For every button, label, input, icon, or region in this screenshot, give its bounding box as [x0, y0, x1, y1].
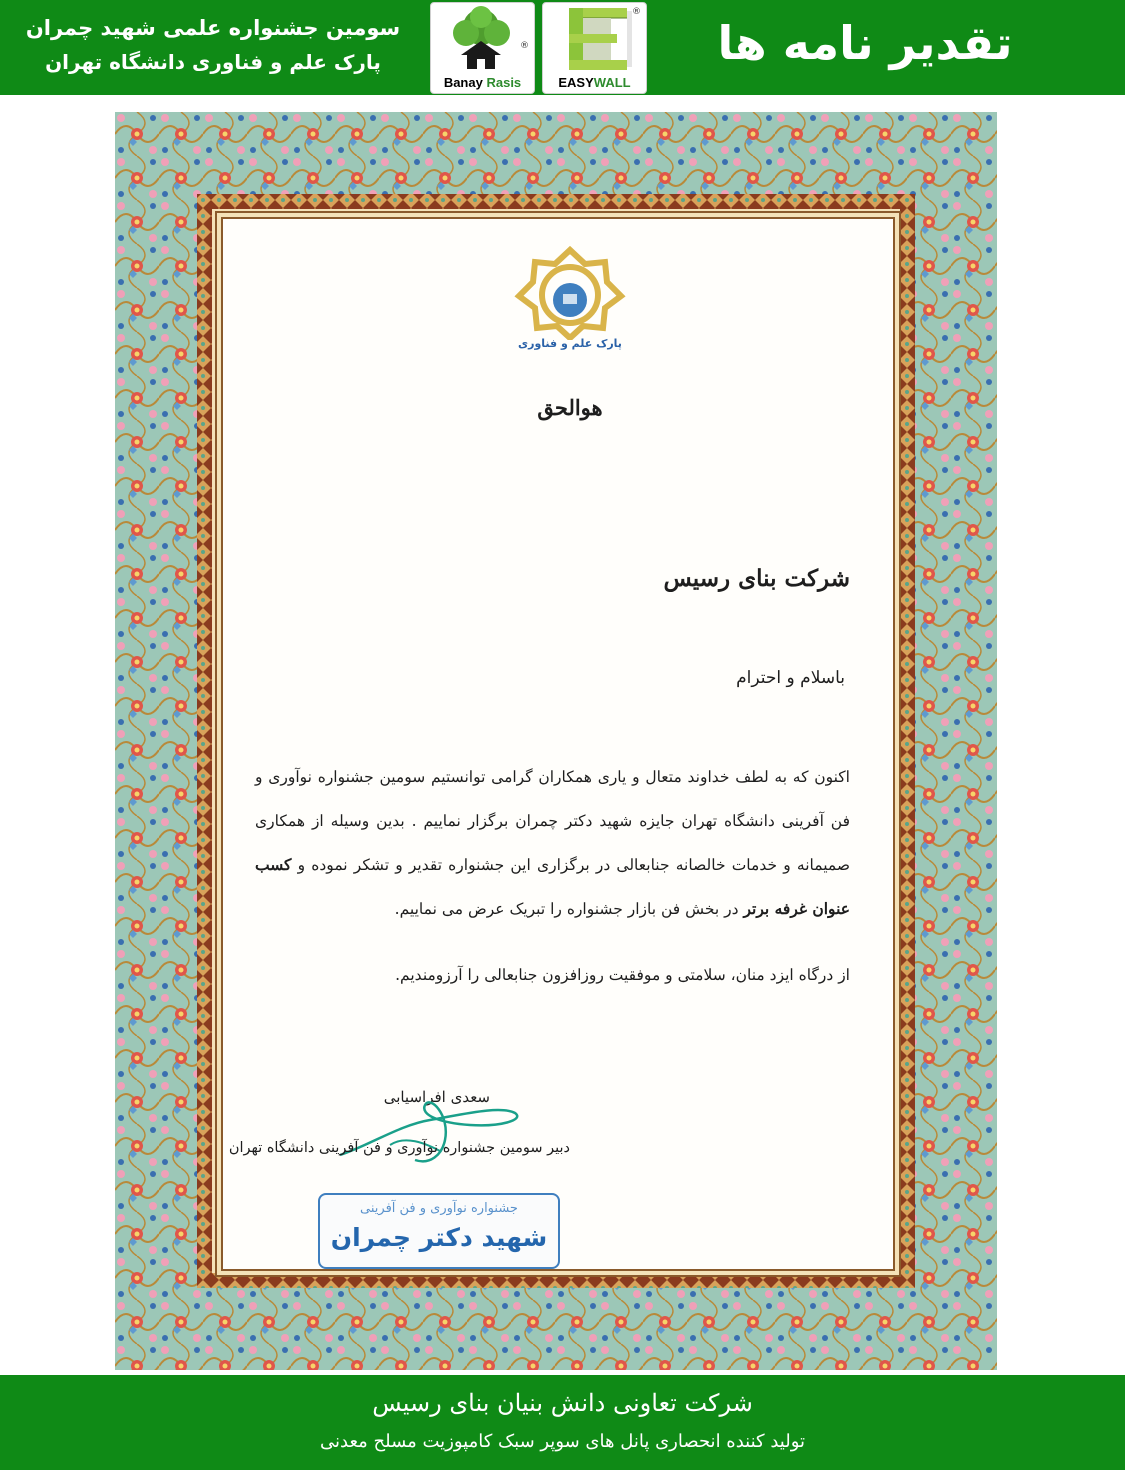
stamp-line-1: جشنواره نوآوری و فن آفرینی [360, 1201, 518, 1216]
recipient-name: شرکت بنای رسیس [663, 565, 850, 592]
festival-line-2: پارک علم و فناوری دانشگاه تهران [45, 50, 381, 74]
registered-mark: ® [632, 7, 641, 17]
company-tagline: تولید کننده انحصاری پانل های سوپر سبک کامپوزیت مسلح معدنی [320, 1431, 805, 1452]
page-title: تقدیر نامه ها [717, 16, 1013, 70]
easywall-caption [543, 75, 646, 90]
registered-mark: ® [520, 41, 529, 51]
body-text-highlight: کسب عنوان غرفه برتر [255, 855, 850, 918]
easywall-e-icon [543, 3, 646, 75]
easywall-logo [542, 2, 647, 94]
science-park-logo-icon [505, 240, 635, 340]
festival-line-1: سومین جشنواره علمی شهید چمران [25, 16, 401, 40]
banay-rasis-logo [430, 2, 535, 94]
official-stamp [318, 1193, 560, 1269]
body-text-end: در بخش فن بازار جشنواره را تبریک عرض می نماییم. [394, 900, 739, 918]
closing-line: از درگاه ایزد منان، سلامتی و موفقیت روزافزون جنابعالی را آرزومندیم. [395, 966, 850, 984]
company-name: شرکت تعاونی دانش بنیان بنای رسیس [372, 1389, 753, 1417]
logo-word-wall: WALL [593, 75, 631, 90]
banay-rasis-caption [431, 75, 534, 90]
logo-word-easy: EASY [558, 75, 594, 90]
footer-bar [0, 1375, 1125, 1470]
certificate-paper [221, 217, 895, 1271]
science-park-caption: پارک علم و فناوری [518, 337, 622, 350]
logo-word-rasis: Rasis [486, 75, 522, 90]
festival-title [8, 10, 418, 78]
greeting: باسلام و احترام [736, 668, 845, 688]
signature-icon [330, 1085, 530, 1175]
signer-role: دبیر سومین جشنواره نوآوری و فن آفرینی دانشگاه تهران [228, 1140, 570, 1156]
header-bar [0, 0, 1125, 95]
signer-name: سعدی افراسیابی [383, 1088, 490, 1106]
certificate-body [255, 755, 850, 931]
stamp-line-2: شهید دکتر چمران [330, 1223, 548, 1252]
body-text-start: اکنون که به لطف خداوند متعال و یاری همکاران گرامی توانستیم سومین جشنواره نوآوری و فن آفرینی دانشگاه تهران جایزه شهید دکتر چمران برگزار نماییم . بدین وسیله از همکاری صمیمانه و خدمات خالصانه جنابعالی در برگزاری این جشنواره تقدیر و تشکر نموده و [255, 768, 850, 874]
logo-word-banay: Banay [443, 75, 483, 90]
tree-house-icon [431, 3, 534, 75]
invocation-heading: هوالحق [537, 395, 603, 420]
